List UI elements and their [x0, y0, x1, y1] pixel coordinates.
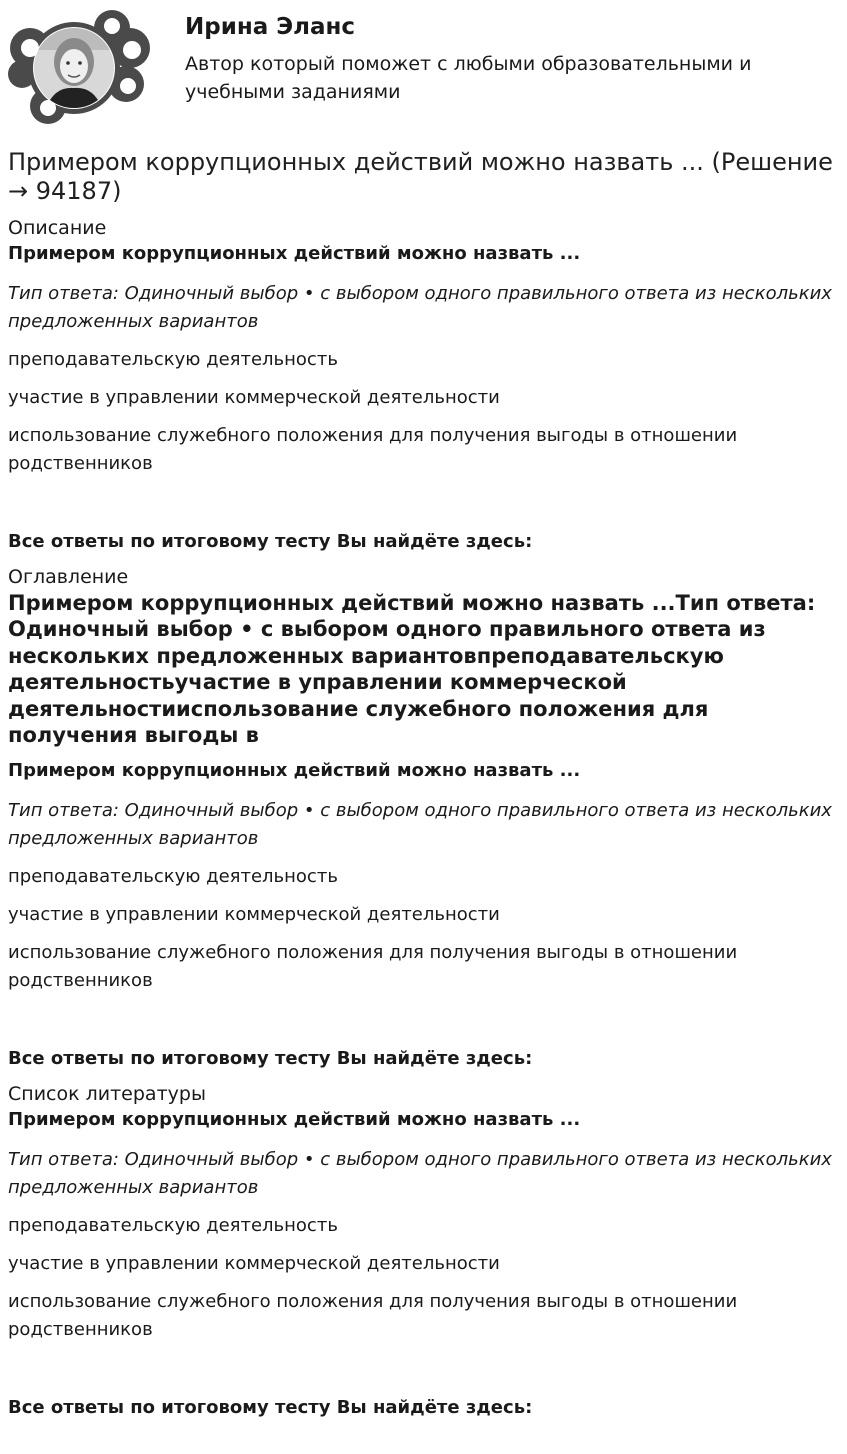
author-name[interactable]: Ирина Эланс: [185, 14, 356, 40]
all-answers-link[interactable]: Все ответы по итоговому тесту Вы найдёте здесь:: [8, 531, 533, 552]
main-content: [8, 148, 840, 1421]
answer-option: преподавательскую деятельность: [8, 1215, 338, 1236]
bibliography-section: [8, 1081, 840, 1421]
section-label-description: Описание: [8, 217, 107, 239]
all-answers-link[interactable]: Все ответы по итоговому тесту Вы найдёте здесь:: [8, 1048, 533, 1069]
answer-type: Тип ответа: Одиночный выбор • с выбором одного правильного ответа из нескольких предложенных вариантов: [8, 800, 832, 849]
answer-option: использование служебного положения для получения выгоды в отношении родственников: [8, 425, 738, 474]
answer-option: участие в управлении коммерческой деятельности: [8, 387, 500, 408]
answer-option: использование служебного положения для получения выгоды в отношении родственников: [8, 1291, 738, 1340]
page-title: Примером коррупционных действий можно назвать ... (Решение → 94187): [8, 148, 833, 205]
author-avatar: [8, 8, 150, 126]
answer-type: Тип ответа: Одиночный выбор • с выбором одного правильного ответа из нескольких предложенных вариантов: [8, 1149, 832, 1198]
section-label-toc: Оглавление: [8, 566, 129, 588]
question-text: Примером коррупционных действий можно назвать ...: [8, 760, 581, 781]
author-card: [8, 8, 838, 126]
toc-heading: Примером коррупционных действий можно назвать ...Тип ответа: Одиночный выбор • с выбором одного правильного ответа из нескольких предложенных вариантовпреподавательскую деятельностьучастие в управлении коммерческой деятельностииспользование служебного положения для получения выгоды в: [8, 591, 816, 748]
answer-option: участие в управлении коммерческой деятельности: [8, 904, 500, 925]
toc-section: [8, 564, 840, 1072]
answer-option: преподавательскую деятельность: [8, 349, 338, 370]
description-section: [8, 215, 840, 555]
question-text: Примером коррупционных действий можно назвать ...: [8, 1109, 581, 1130]
question-text: Примером коррупционных действий можно назвать ...: [8, 243, 581, 264]
all-answers-link[interactable]: Все ответы по итоговому тесту Вы найдёте здесь:: [8, 1397, 533, 1418]
answer-option: преподавательскую деятельность: [8, 866, 338, 887]
author-description: Автор который поможет с любыми образовательными и учебными заданиями: [185, 53, 752, 103]
answer-type: Тип ответа: Одиночный выбор • с выбором одного правильного ответа из нескольких предложенных вариантов: [8, 283, 832, 332]
answer-option: участие в управлении коммерческой деятельности: [8, 1253, 500, 1274]
section-label-bibliography: Список литературы: [8, 1083, 206, 1105]
answer-option: использование служебного положения для получения выгоды в отношении родственников: [8, 942, 738, 991]
